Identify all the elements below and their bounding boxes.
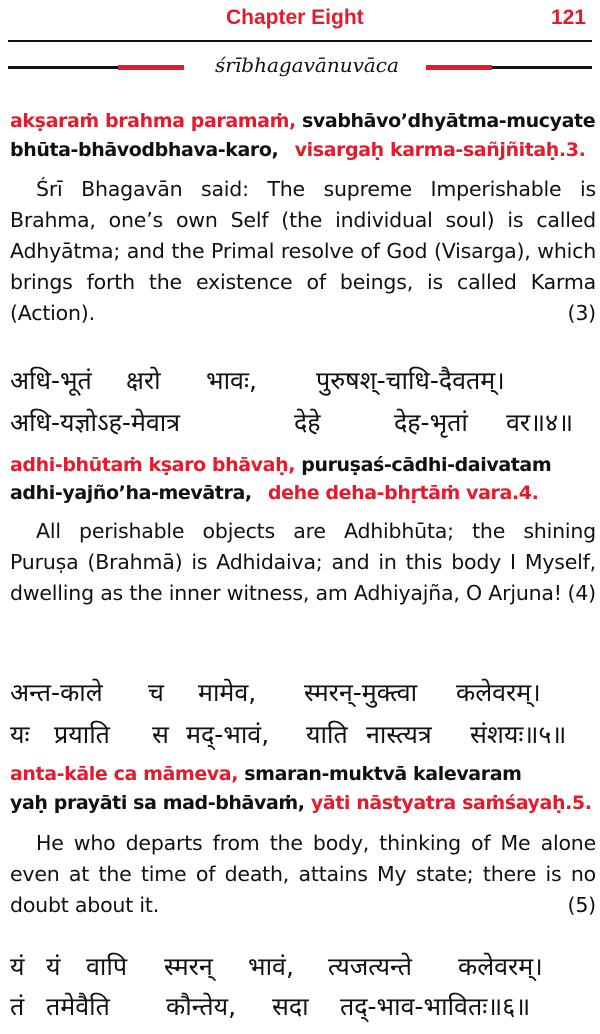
- verse4-t1-black: puruṣaś-cādhi-daivatam: [301, 454, 552, 476]
- verse6-d1e: भावं,: [248, 952, 294, 981]
- verse4-d2a: अधि-यज्ञोऽह-मेवात्र: [10, 408, 181, 437]
- verse3-transliteration-line2: [10, 139, 594, 161]
- verse6-d1g: कलेवरम्।: [458, 952, 543, 981]
- verse4-d2c: देह-भृतां: [394, 408, 468, 437]
- divider-right: [492, 66, 592, 69]
- verse5-translation-text: He who departs from the body, thinking of Me alone even at the time of death, attains My state; there is no doubt about it.: [10, 831, 596, 917]
- verse4-d1b: क्षरो: [126, 366, 161, 395]
- verse4-d1d: पुरुषश्-चाधि-दैवतम्।: [316, 366, 505, 395]
- verse5-t2-red: yāti nāstyatra saṁśayaḥ.5.: [310, 792, 592, 814]
- verse5-transliteration-line1: [10, 763, 594, 785]
- verse5-d1a: अन्त-काले: [10, 678, 103, 707]
- subheading-bar: [0, 52, 600, 80]
- verse5-t2-black: yaḥ prayāti sa mad-bhāvaṁ,: [10, 792, 305, 814]
- verse6-d2c: कौन्तेय,: [166, 992, 237, 1021]
- page-number: 121: [550, 6, 586, 29]
- verse5-d2a: यः: [10, 720, 30, 749]
- page-header: [0, 6, 600, 36]
- verse4-translation-text: All perishable objects are Adhibhūta; the shining Puruṣa (Brahmā) is Adhidaiva; and in this body I Myself, dwelling as the inner witness, am Adhiyajña, O Arjuna!: [10, 519, 596, 605]
- verse4-t2-black: adhi-yajño’ha-mevātra,: [10, 482, 252, 504]
- verse3-t2-black: bhūta-bhāvodbhava-karo,: [10, 139, 279, 161]
- verse5-d2g: संशयः॥५॥: [470, 720, 567, 749]
- verse3-translation: [10, 174, 596, 329]
- verse3-t1-black: svabhāvo’dhyātma-mucyate: [302, 110, 596, 132]
- verse3-transliteration-line1: [10, 110, 594, 132]
- verse5-d2c: स: [152, 720, 169, 749]
- divider-left: [8, 66, 118, 69]
- subheading: śrībhagavānuvāca: [215, 53, 399, 77]
- verse6-d2e: तद्-भाव-भावितः॥६॥: [340, 992, 531, 1021]
- verse6-d2d: सदा: [272, 992, 309, 1021]
- verse4-transliteration-line1: [10, 454, 594, 476]
- verse4-d1c: भावः,: [206, 366, 257, 395]
- verse6-d2b: तमेवैति: [46, 992, 110, 1021]
- verse5-translation: [10, 828, 596, 921]
- verse5-d1d: स्मरन्-मुक्त्वा: [304, 678, 418, 707]
- header-rule: [8, 40, 592, 42]
- divider-accent-right: [426, 65, 492, 70]
- verse6-d1b: यं: [46, 952, 61, 981]
- chapter-title: Chapter Eight: [226, 6, 364, 29]
- verse6-d1c: वापि: [86, 952, 128, 981]
- verse3-number: (3): [567, 301, 596, 325]
- verse5-t1-red: anta-kāle ca māmeva,: [10, 763, 239, 785]
- verse3-t2-red: visargaḥ karma-sañjñitaḥ.3.: [294, 139, 586, 161]
- verse4-t2-red: dehe deha-bhṛtāṁ vara.4.: [267, 482, 539, 504]
- verse5-transliteration-line2: [10, 792, 594, 814]
- verse5-d2d: मद्-भावं,: [186, 720, 270, 749]
- verse4-number: (4): [567, 581, 596, 605]
- verse5-d2b: प्रयाति: [54, 720, 110, 749]
- verse4-transliteration-line2: [10, 482, 594, 504]
- verse4-translation: [10, 516, 596, 609]
- verse4-d2d: वर॥४॥: [506, 408, 574, 437]
- verse4-t1-red: adhi-bhūtaṁ kṣaro bhāvaḥ,: [10, 454, 296, 476]
- verse5-d2f: नास्त्यत्र: [366, 720, 432, 749]
- verse6-d1f: त्यजत्यन्ते: [328, 952, 413, 981]
- verse4-d1a: अधि-भूतं: [10, 366, 92, 395]
- verse5-d2e: याति: [306, 720, 348, 749]
- verse4-d2b: देहे: [294, 408, 321, 437]
- verse5-d1c: मामेव,: [198, 678, 257, 707]
- verse6-d1a: यं: [10, 952, 25, 981]
- verse5-d1e: कलेवरम्।: [456, 678, 541, 707]
- verse6-d1d: स्मरन्: [164, 952, 213, 981]
- verse5-number: (5): [567, 893, 596, 917]
- divider-accent-left: [118, 65, 184, 70]
- verse3-translation-text: Śrī Bhagavān said: The supreme Imperishable is Brahma, one’s own Self (the individual soul) is called Adhyātma; and the Primal resolve of God (Visarga), which brings forth the existence of beings, is called Karma (Action).: [10, 177, 596, 325]
- verse6-d2a: तं: [10, 992, 25, 1021]
- verse3-t1-red: akṣaraṁ brahma paramaṁ,: [10, 110, 296, 132]
- verse5-d1b: च: [148, 678, 164, 707]
- verse5-t1-black: smaran-muktvā kalevaram: [244, 763, 522, 785]
